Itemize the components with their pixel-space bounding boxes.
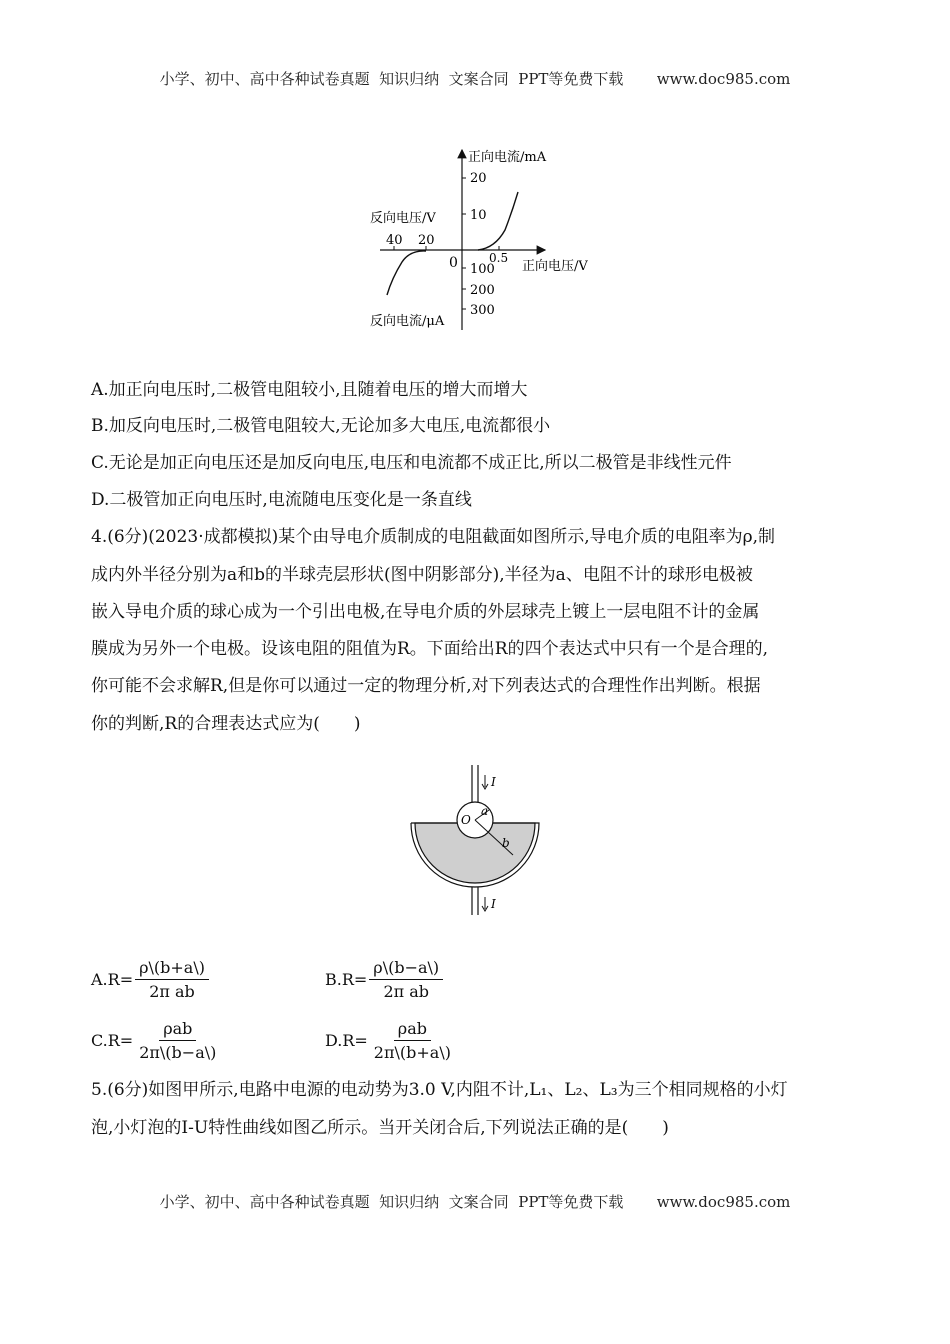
y-tick-label: 100 xyxy=(470,262,495,277)
page-footer: 小学、初中、高中各种试卷真题 知识归纳 文案合同 PPT等免费下载 www.doc985.com xyxy=(159,1193,791,1211)
q5-line: 泡,小灯泡的I-U特性曲线如图乙所示。当开关闭合后,下列说法正确的是( ) xyxy=(91,1118,669,1138)
radius-b-label: b xyxy=(502,836,510,850)
reverse-curve xyxy=(387,251,426,295)
q3-option-a: A.加正向电压时,二极管电阻较小,且随着电压的增大而增大 xyxy=(91,380,528,400)
q4-option-c: C.R= $\frac{\text{ρab}}{2\pi\backslash(b-a\backslash)}$ xyxy=(91,1019,217,1062)
y-tick-label: 300 xyxy=(470,303,495,318)
x-tick-label: 20 xyxy=(418,233,435,248)
q4-option-a: A.R= $\frac{\rho\backslash(b+a\backslash)}{\text{2π ab}}$ xyxy=(91,958,209,1001)
x-neg-label: 反向电压/V xyxy=(370,211,436,226)
q3-option-b: B.加反向电压时,二极管电阻较大,无论加多大电压,电流都很小 xyxy=(91,416,551,436)
q4-line: 你的判断,R的合理表达式应为( ) xyxy=(91,714,361,734)
y-neg-label: 反向电流/μA xyxy=(370,314,445,329)
x-pos-label: 正向电压/V xyxy=(522,259,588,274)
hemisphere-diagram xyxy=(405,755,550,925)
q4-line: 嵌入导电介质的球心成为一个引出电极,在导电介质的外层球壳上镀上一层电阻不计的金属 xyxy=(91,602,760,622)
q4-line: 你可能不会求解R,但是你可以通过一定的物理分析,对下列表达式的合理性作出判断。根据 xyxy=(91,676,761,696)
y-tick-label: 200 xyxy=(470,283,495,298)
center-label: O xyxy=(461,813,471,827)
page-header: 小学、初中、高中各种试卷真题 知识归纳 文案合同 PPT等免费下载 www.doc985.com xyxy=(159,70,791,88)
q4-line: 成内外半径分别为a和b的半球壳层形状(图中阴影部分),半径为a、电阻不计的球形电极被 xyxy=(91,565,753,585)
q3-option-d: D.二极管加正向电压时,电流随电压变化是一条直线 xyxy=(91,490,472,510)
diode-iv-graph xyxy=(360,140,610,340)
y-pos-label: 正向电流/mA xyxy=(468,150,547,165)
radius-a-label: a xyxy=(481,804,489,818)
q3-option-c: C.无论是加正向电压还是加反向电压,电压和电流都不成正比,所以二极管是非线性元件 xyxy=(91,453,732,473)
current-label: I xyxy=(491,775,496,789)
q5-line: 5.(6分)如图甲所示,电路中电源的电动势为3.0 V,内阻不计,L₁、L₂、L₃为三个相同规格的小灯 xyxy=(91,1080,788,1100)
q4-option-d: D.R= $\frac{\text{ρab}}{2\pi\backslash(b+a\backslash)}$ xyxy=(325,1019,451,1062)
origin-label: 0 xyxy=(449,255,458,271)
y-tick-label: 10 xyxy=(470,208,487,223)
x-tick-label: 0.5 xyxy=(489,251,509,265)
y-tick-label: 20 xyxy=(470,171,487,186)
q4-line: 膜成为另外一个电极。设该电阻的阻值为R。下面给出R的四个表达式中只有一个是合理的, xyxy=(91,639,769,659)
q4-line: 4.(6分)(2023·成都模拟)某个由导电介质制成的电阻截面如图所示,导电介质的电阻率为ρ,制 xyxy=(91,527,776,547)
current-label: I xyxy=(491,897,496,911)
q4-option-b: B.R= $\frac{\rho\backslash(b-a\backslash)}{\text{2π ab}}$ xyxy=(325,958,443,1001)
x-tick-label: 40 xyxy=(386,233,403,248)
